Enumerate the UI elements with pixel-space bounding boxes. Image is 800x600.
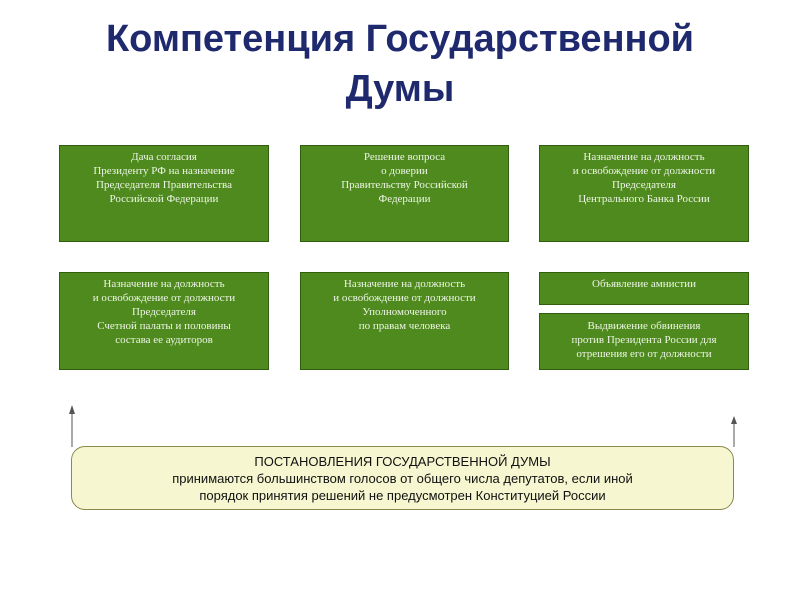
box-impeachment: Выдвижение обвинения против Президента России для отрешения его от должности (539, 313, 749, 370)
box-amnesty: Объявление амнистии (539, 272, 749, 305)
resolutions-line-2: порядок принятия решений не предусмотрен Конституцией России (199, 488, 606, 503)
page-title: Компетенция Государственной Думы (105, 18, 695, 110)
box-consent-chairman-government: Дача согласия Президенту РФ на назначение Председателя Правительства Российской Федерации (59, 145, 269, 242)
box-central-bank-chairman: Назначение на должность и освобождение от должности Председателя Центрального Банка России (539, 145, 749, 242)
box-confidence-government: Решение вопроса о доверии Правительству Российской Федерации (300, 145, 509, 242)
box-human-rights-commissioner: Назначение на должность и освобождение от должности Уполномоченного по правам человека (300, 272, 509, 370)
resolutions-heading: ПОСТАНОВЛЕНИЯ ГОСУДАРСТВЕННОЙ ДУМЫ (254, 454, 551, 469)
resolutions-line-1: принимаются большинством голосов от общего числа депутатов, если иной (172, 471, 633, 486)
resolutions-note (71, 446, 734, 510)
box-accounts-chamber: Назначение на должность и освобождение от должности Председателя Счетной палаты и половины состава ее аудиторов (59, 272, 269, 370)
